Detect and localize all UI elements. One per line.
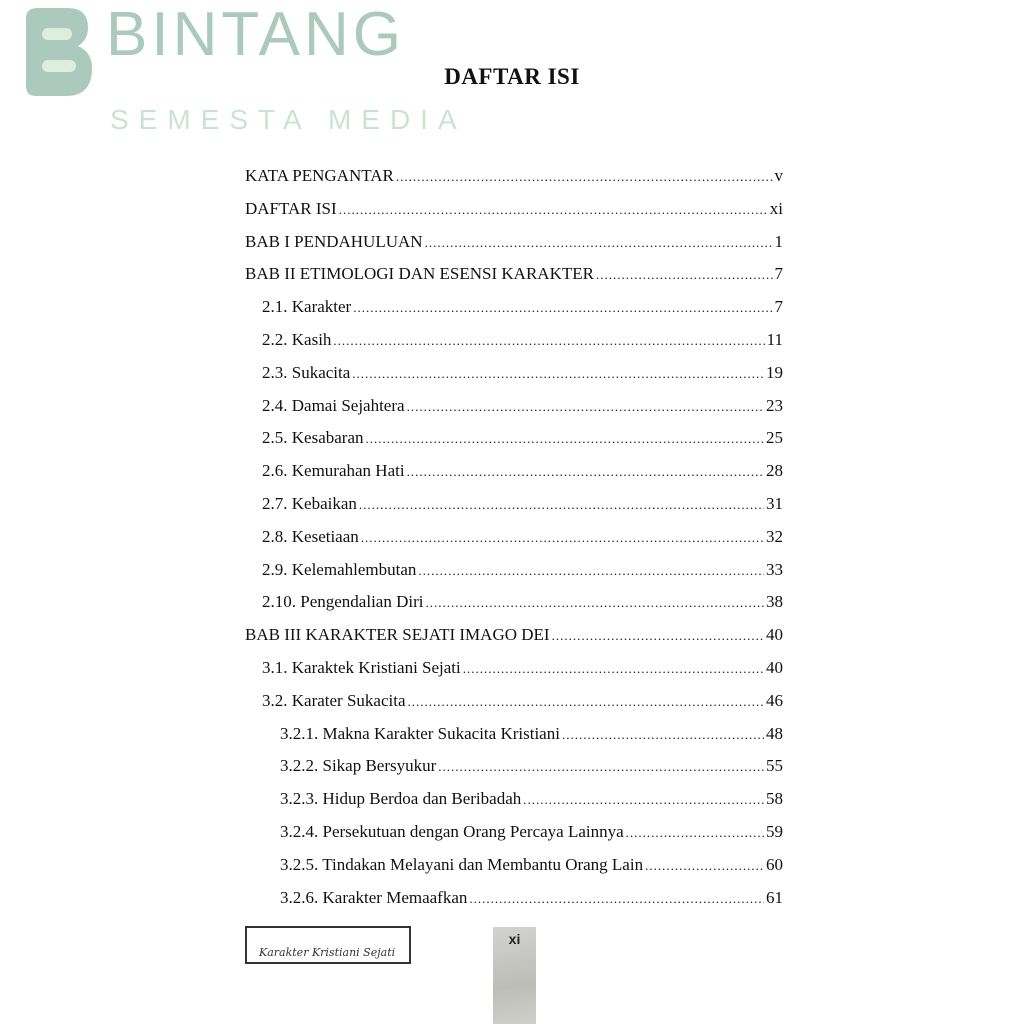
toc-entry-page: 7 xyxy=(774,297,783,317)
toc-entry[interactable] xyxy=(245,199,783,232)
toc-entry-page: 60 xyxy=(766,854,783,874)
toc-entry[interactable] xyxy=(245,232,783,265)
toc-entry[interactable] xyxy=(245,560,783,593)
toc-entry-label: 2.5. Kesabaran xyxy=(262,428,364,448)
toc-entry-page: 59 xyxy=(766,821,783,841)
toc-entry-page: 48 xyxy=(766,723,783,743)
toc-entry[interactable] xyxy=(245,527,783,560)
footer-book-title-box xyxy=(245,926,411,964)
dot-leader xyxy=(552,625,764,645)
toc-entry[interactable] xyxy=(245,330,783,363)
toc-entry-label: 3.2.1. Makna Karakter Sukacita Kristiani xyxy=(280,723,560,743)
toc-entry[interactable] xyxy=(245,888,783,921)
dot-leader xyxy=(333,330,764,350)
toc-entry-label: 2.6. Kemurahan Hati xyxy=(262,461,405,481)
toc-entry-page: 11 xyxy=(766,329,783,349)
dot-leader xyxy=(596,264,773,284)
toc-entry-page: 31 xyxy=(766,493,783,513)
toc-entry[interactable] xyxy=(245,396,783,429)
dot-leader xyxy=(359,494,764,514)
toc-entry-page: 7 xyxy=(774,264,783,284)
toc-entry-page: 46 xyxy=(766,690,783,710)
toc-entry-page: 55 xyxy=(766,756,783,776)
page-title: DAFTAR ISI xyxy=(444,64,580,89)
toc-entry[interactable] xyxy=(245,428,783,461)
toc-entry[interactable] xyxy=(245,789,783,822)
toc-entry[interactable] xyxy=(245,625,783,658)
footer-book-title: Karakter Kristiani Sejati xyxy=(259,946,396,959)
toc-entry-label: 3.1. Karaktek Kristiani Sejati xyxy=(262,657,461,677)
toc-entry-label: 3.2.6. Karakter Memaafkan xyxy=(280,887,468,907)
toc-entry-label: 2.9. Kelemahlembutan xyxy=(262,559,417,579)
toc-entry-label: DAFTAR ISI xyxy=(245,198,337,218)
toc-entry[interactable] xyxy=(245,756,783,789)
toc-entry-label: 2.1. Karakter xyxy=(262,297,352,317)
toc-entry-label: 2.10. Pengendalian Diri xyxy=(262,592,424,612)
toc-entry-label: BAB I PENDAHULUAN xyxy=(245,231,423,251)
toc-entry-label: KATA PENGANTAR xyxy=(245,166,394,185)
toc-entry-label: 3.2. Karater Sukacita xyxy=(262,690,406,710)
dot-leader xyxy=(438,756,764,776)
dot-leader xyxy=(408,691,765,711)
dot-leader xyxy=(425,232,773,252)
toc-entry-label: 2.8. Kesetiaan xyxy=(262,526,359,546)
toc-entry[interactable] xyxy=(245,822,783,855)
toc-entry-page: v xyxy=(774,166,783,185)
dot-leader xyxy=(523,789,764,809)
dot-leader xyxy=(366,428,765,448)
toc-entry-page: 28 xyxy=(766,461,783,481)
dot-leader xyxy=(352,363,764,383)
dot-leader xyxy=(339,199,768,219)
toc-entry-page: 61 xyxy=(766,887,783,907)
dot-leader xyxy=(407,461,764,481)
toc-entry-page: 25 xyxy=(766,428,783,448)
dot-leader xyxy=(361,527,764,547)
dot-leader xyxy=(562,724,764,744)
dot-leader xyxy=(626,822,764,842)
toc-entry[interactable] xyxy=(245,691,783,724)
toc-entry-label: 3.2.5. Tindakan Melayani dan Membantu Orang Lain xyxy=(280,854,644,874)
toc-entry-page: xi xyxy=(769,198,783,218)
watermark-subtitle: SEMESTA MEDIA xyxy=(110,104,467,135)
toc-entry-page: 58 xyxy=(766,789,783,809)
toc-entry-label: BAB II ETIMOLOGI DAN ESENSI KARAKTER xyxy=(245,264,594,284)
toc-entry-page: 33 xyxy=(766,559,783,579)
dot-leader xyxy=(469,888,764,908)
toc-entry[interactable] xyxy=(245,461,783,494)
dot-leader xyxy=(425,592,764,612)
toc-entry-label: 2.7. Kebaikan xyxy=(262,493,357,513)
dot-leader xyxy=(463,658,764,678)
toc-entry-page: 1 xyxy=(774,231,783,251)
dot-leader xyxy=(418,560,764,580)
toc-entry[interactable] xyxy=(245,297,783,330)
dot-leader xyxy=(396,166,773,186)
toc-entry-label: BAB III KARAKTER SEJATI IMAGO DEI xyxy=(245,625,550,645)
toc-entry[interactable] xyxy=(245,658,783,691)
dot-leader xyxy=(353,297,772,317)
toc-entry-page: 40 xyxy=(766,657,783,677)
toc-entry[interactable] xyxy=(245,592,783,625)
toc-entry-page: 40 xyxy=(766,625,783,645)
toc-entry[interactable] xyxy=(245,494,783,527)
toc-entry-page: 38 xyxy=(766,592,783,612)
toc-entry-page: 23 xyxy=(766,395,783,415)
toc-entry-label: 3.2.3. Hidup Berdoa dan Beribadah xyxy=(280,789,522,809)
toc-entry[interactable] xyxy=(245,264,783,297)
toc-entry-label: 3.2.4. Persekutuan dengan Orang Percaya Lainnya xyxy=(280,821,624,841)
toc-entry[interactable] xyxy=(245,363,783,396)
watermark-name: BINTANG xyxy=(106,0,405,69)
page-number: xi xyxy=(508,931,521,947)
dot-leader xyxy=(407,396,764,416)
toc-entry-page: 19 xyxy=(766,362,783,382)
toc-entry-page: 32 xyxy=(766,526,783,546)
dot-leader xyxy=(645,855,764,875)
page-number-tab xyxy=(493,927,536,1024)
table-of-contents xyxy=(245,166,783,920)
toc-entry-label: 2.3. Sukacita xyxy=(262,362,351,382)
toc-entry[interactable] xyxy=(245,855,783,888)
toc-entry-label: 2.4. Damai Sejahtera xyxy=(262,395,405,415)
toc-entry[interactable] xyxy=(245,166,783,199)
toc-entry-label: 2.2. Kasih xyxy=(262,329,332,349)
toc-entry-label: 3.2.2. Sikap Bersyukur xyxy=(280,756,437,776)
toc-entry[interactable] xyxy=(245,724,783,757)
